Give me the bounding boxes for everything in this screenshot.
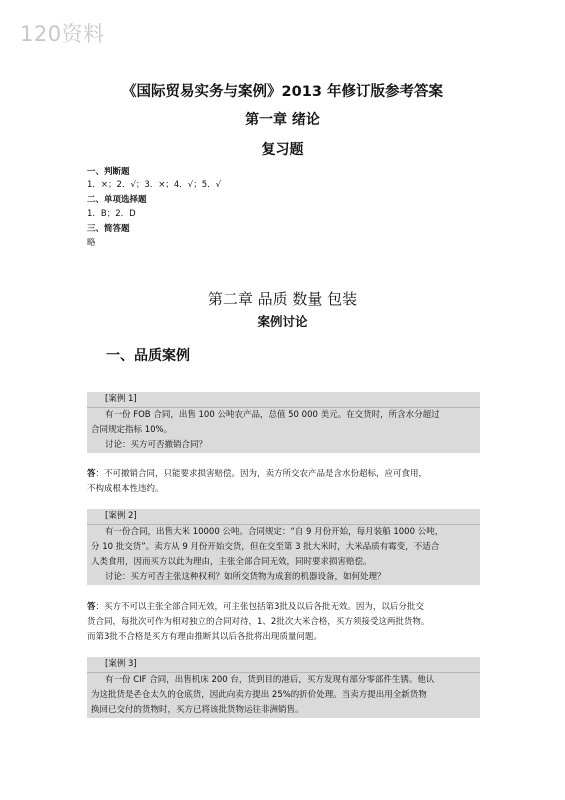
answer-text-line: ：不可撤销合同，只能要求损害赔偿。因为，卖方所交农产品是含水份超标，应可食用， <box>95 469 428 479</box>
answer-text-line: ：买方不可以主张全部合同无效，可主张包括第3批及以后各批无效。因为，以后分批交 <box>95 602 424 612</box>
judgment-answers: 1．×；2．√；3．×；4．√；5．√ <box>87 180 222 190</box>
answer-prefix: 答 <box>87 602 96 612</box>
case-text-line: 分 10 批交货”。卖方从 9 月份开始交货，但在交至第 3 批大米时，大米品质有霉变，不适合 <box>91 542 440 552</box>
case-label: [案例 1] <box>87 392 480 408</box>
case-question: 讨论：买方可否主张这种权利？如所交货物为成套的机器设备，如何处理？ <box>105 572 386 582</box>
document-title: 《国际贸易实务与案例》2013 年修订版参考答案 <box>122 84 443 100</box>
quality-cases-heading: 一、品质案例 <box>106 348 190 364</box>
single-choice-heading: 二、单项选择题 <box>87 195 147 205</box>
case-text-line: 合同规定指标 10%。 <box>91 425 173 435</box>
answer-prefix: 答 <box>87 469 96 479</box>
case-box-1 <box>87 392 480 453</box>
chapter2-title: 第二章 品质 数量 包装 <box>207 290 358 308</box>
case-text-line: 换回已交付的货物时，买方已将该批货物运往非洲销售。 <box>91 705 304 715</box>
case-text-line: 有一份 FOB 合同，出售 100 公吨农产品，总值 50 000 美元。在交货时，所含水分超过 <box>105 410 440 420</box>
watermark-text: 120资料 <box>20 22 105 46</box>
review-title: 复习题 <box>261 142 304 158</box>
case-label: [案例 3] <box>87 657 480 673</box>
case-text-line: 有一份 CIF 合同，出售机床 200 台，货到目的港后，买方发现有部分零部件生锈。他认 <box>105 675 435 685</box>
short-answer-heading: 三、简答题 <box>87 224 130 234</box>
case-text-line: 为这批货是존仓太久的仓底货，因此向卖方提出 25%的折价处理。当卖方提出用全新货物 <box>91 690 427 700</box>
case-question: 讨论：买方可否撤销合同？ <box>105 440 208 450</box>
case-answer-1 <box>87 467 487 497</box>
short-answer-text: 略 <box>87 238 96 248</box>
case-label: [案例 2] <box>87 509 480 525</box>
case-discussion-title: 案例讨论 <box>257 314 308 329</box>
answer-text-line: 而第3批不合格是买方有理由推断其以后各批将出现质量问题。 <box>87 632 322 642</box>
single-choice-answers: 1．B；2．D <box>87 209 136 219</box>
answer-text-line: 货合同，每批次可作为相对独立的合同对待，1、2批次大米合格，买方须接受这两批货物。 <box>87 617 430 627</box>
judgment-heading: 一、判断题 <box>87 167 130 177</box>
chapter1-title: 第一章 绪论 <box>245 112 320 128</box>
case-answer-2 <box>87 600 487 645</box>
case-box-2 <box>87 509 480 585</box>
case-text-line: 人类食用，因而买方以此为理由，主张全部合同无效，同时要求损害赔偿。 <box>91 557 372 567</box>
case-text-line: 有一份合同，出售大米 10000 公吨。合同规定：“自 9 月份开始，每月装船 1000 公吨， <box>105 527 444 537</box>
answer-text-line: 不构成根本性违约。 <box>87 484 164 494</box>
case-box-3 <box>87 657 480 718</box>
